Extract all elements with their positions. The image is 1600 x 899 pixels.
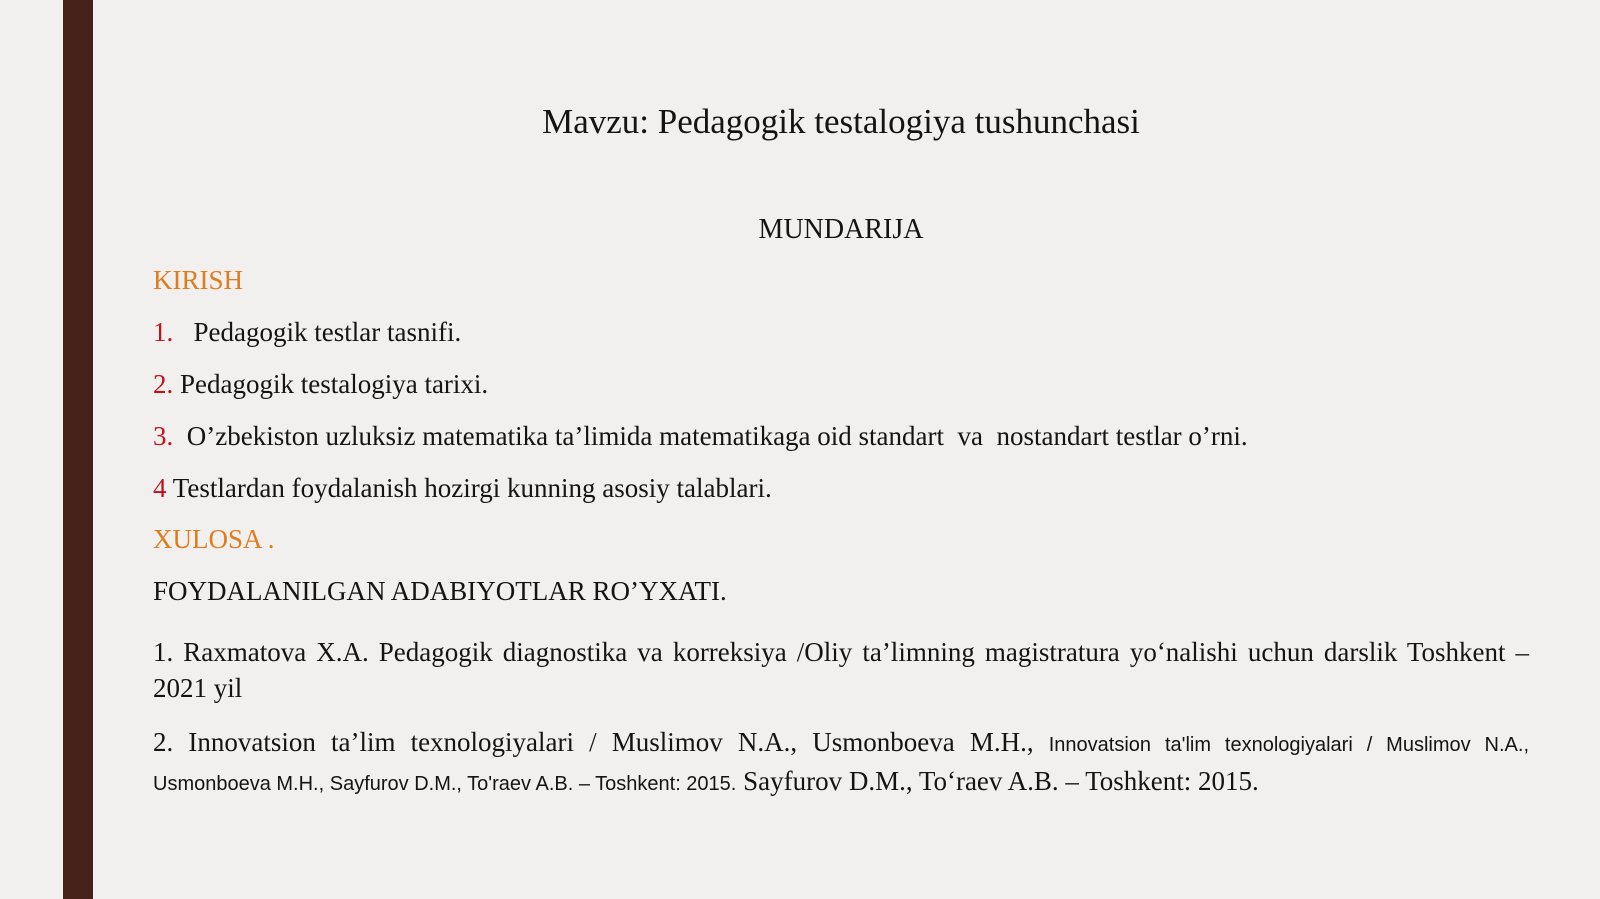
references-heading: FOYDALANILGAN ADABIYOTLAR RO’YXATI.	[153, 576, 727, 606]
reference-2-small-text: Innovatsion ta'lim texnologiyalari / Muslimov N.A., Usmonboeva M.H., Sayfurov D.M., To'raev A.B. – Toshkent: 2015.	[153, 734, 1530, 795]
toc-item-gap	[173, 421, 187, 451]
reference-2-lead: 2. Innovatsion ta’lim texnologiyalari / Muslimov N.A., Usmonboeva M.H.,	[153, 727, 1034, 757]
toc-item-text: Pedagogik testalogiya tarixi.	[180, 369, 489, 399]
toc-item-gap	[173, 317, 193, 347]
toc-item-text: Testlardan foydalanish hozirgi kunning asosiy talablari.	[172, 473, 772, 503]
conclusion-heading: XULOSA .	[153, 524, 275, 554]
toc-item-text: Pedagogik testlar tasnifi.	[193, 317, 462, 347]
toc-heading: MUNDARIJA	[758, 214, 924, 245]
reference-2	[153, 724, 1529, 802]
toc-item-2	[153, 366, 488, 402]
toc-item-4	[153, 470, 772, 506]
toc-item-text: O’zbekiston uzluksiz matematika ta’limida matematikaga oid standart va nostandart testlar o’rni.	[186, 421, 1248, 451]
decorative-side-bar	[63, 0, 93, 899]
intro-heading: KIRISH	[153, 265, 244, 295]
toc-item-number: 1.	[153, 317, 174, 347]
toc-item-1	[153, 314, 461, 350]
toc-item-gap	[173, 369, 180, 399]
reference-1: 1. Raxmatova X.A. Pedagogik diagnostika va korreksiya /Oliy ta’limning magistratura yo‘nalishi uchun darslik Toshkent – 2021 yil	[153, 637, 1529, 703]
toc-item-number: 4	[153, 473, 167, 503]
toc-item-3	[153, 418, 1248, 454]
toc-item-number: 3.	[153, 421, 174, 451]
slide-title: Mavzu: Pedagogik testalogiya tushunchasi	[542, 102, 1140, 141]
toc-item-number: 2.	[153, 369, 174, 399]
reference-2-tail: Sayfurov D.M., To‘raev A.B. – Toshkent: 2015.	[743, 766, 1259, 796]
